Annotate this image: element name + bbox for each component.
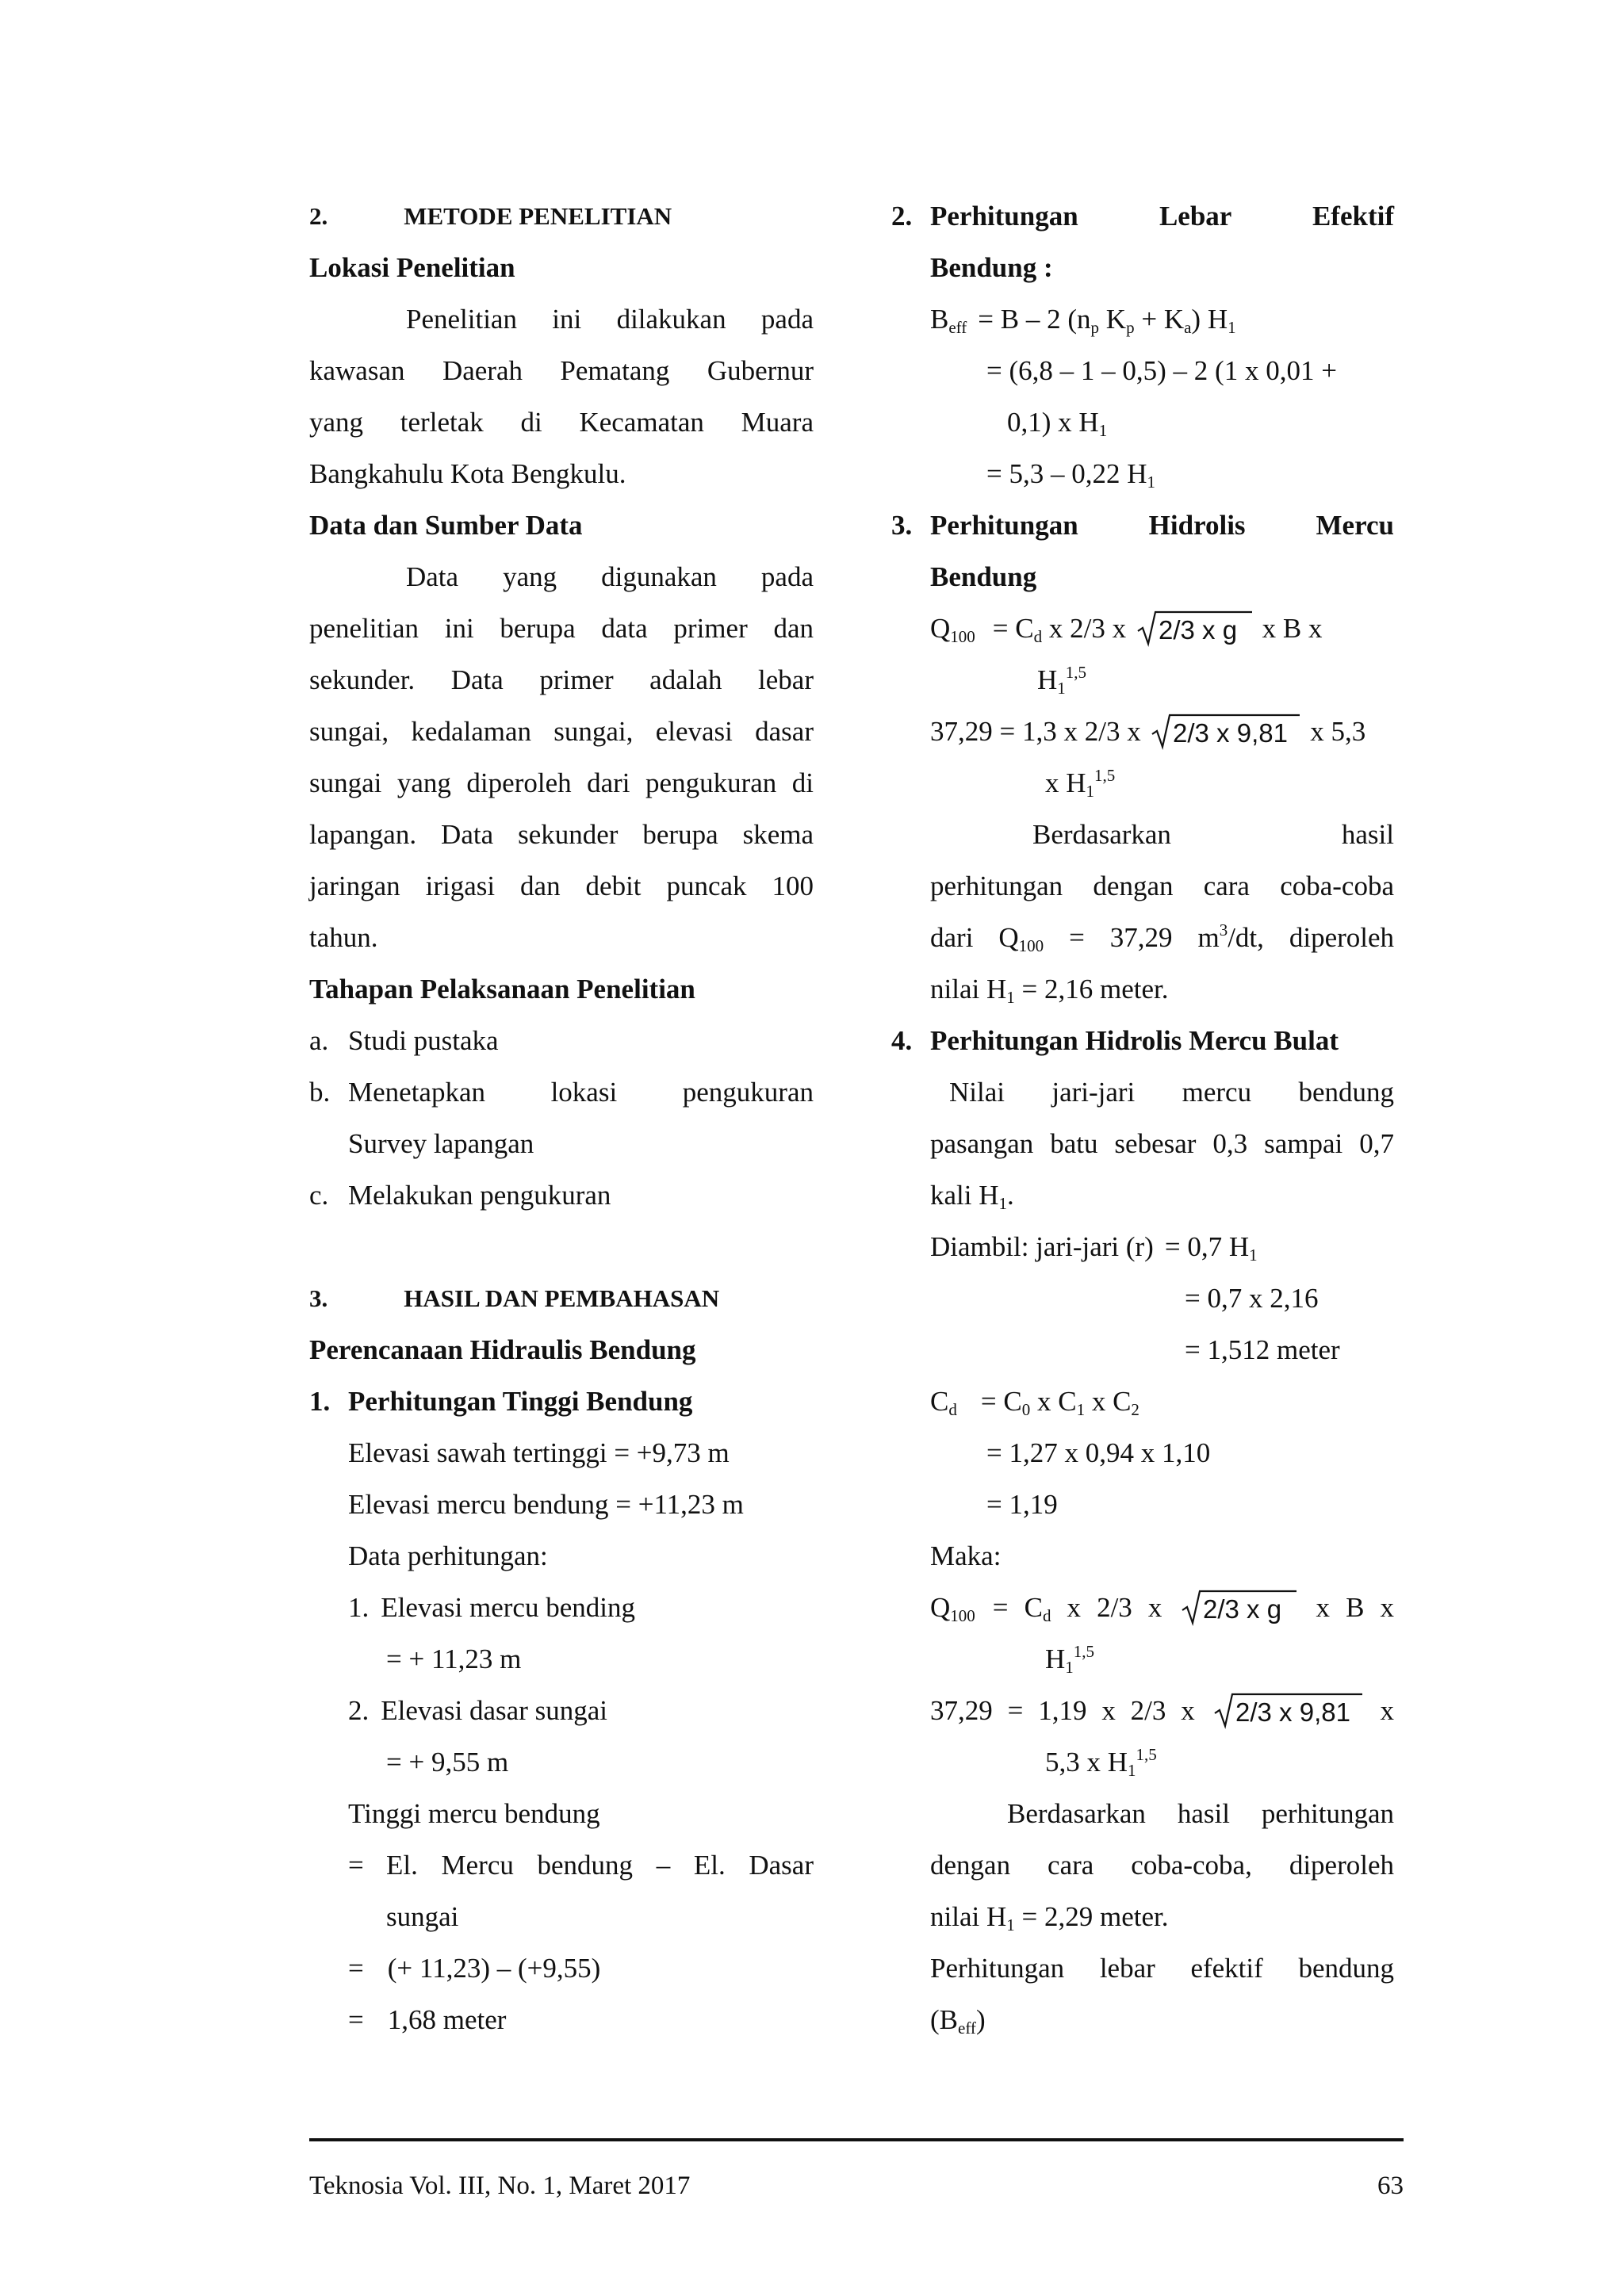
paragraph-line: lapangan. Data sekunder berupa skema — [309, 819, 814, 850]
paragraph-line: Bangkahulu Kota Bengkulu. — [309, 458, 626, 489]
cd-eq-2: = 1,27 x 0,94 x 1,10 — [986, 1437, 1211, 1468]
paragraph-line: Data yang digunakan pada — [406, 561, 814, 592]
paragraph-line: dengan cara coba-coba, diperoleh — [930, 1850, 1394, 1881]
paragraph-line: nilai $H_1 = 2,29$ meter. — [930, 1901, 1169, 1934]
tahapan-heading: Tahapan Pelaksanaan Penelitian — [309, 974, 695, 1004]
subsection-3-heading: 3. Perhitungan Hidrolis Mercu — [891, 510, 1394, 541]
sqrt-formula-2 — [1181, 1588, 1297, 1626]
q-formula-cont: $H_1^{1,5}$ — [1045, 1642, 1095, 1677]
journal-info: Teknosia Vol. III, No. 1, Maret 2017 — [309, 2172, 691, 2200]
list-item: c. Melakukan pengukuran — [309, 1180, 611, 1211]
r-eq-3: = 1,512 meter — [1185, 1334, 1340, 1365]
paragraph-line: $(B_{eff})$ — [930, 2004, 986, 2038]
paragraph-line: Berdasarkan hasil — [1032, 819, 1394, 850]
list-item: a. Studi pustaka — [309, 1025, 499, 1056]
tinggi-eq-3: = 1,68 meter — [348, 2004, 507, 2035]
paragraph-line: kali $H_1$. — [930, 1180, 1014, 1213]
svg-text:2/3 x 9,81: 2/3 x 9,81 — [1173, 718, 1289, 748]
svg-text:2/3 x g: 2/3 x g — [1158, 614, 1237, 645]
elevasi-mercu: Elevasi mercu bendung = +11,23 m — [348, 1489, 744, 1520]
paragraph-line: jaringan irigasi dan debit puncak 100 — [309, 871, 814, 901]
paragraph-line: pasangan batu sebesar 0,3 sampai 0,7 — [930, 1128, 1394, 1159]
paragraph-line: kawasan Daerah Pematang Gubernur — [309, 355, 814, 386]
tinggi-eq-2: = (+ 11,23) – (+9,55) — [348, 1953, 601, 1984]
section-3-heading: 3. HASIL DAN PEMBAHASAN — [309, 1284, 720, 1312]
paragraph-line: yang terletak di Kecamatan Muara — [309, 407, 814, 438]
tinggi-eq-1-cont: sungai — [386, 1901, 459, 1932]
page-number: 63 — [1377, 2172, 1404, 2200]
list-item: b. Menetapkan lokasi pengukuran — [309, 1077, 814, 1108]
paragraph-line: Nilai jari-jari mercu bendung — [949, 1077, 1394, 1108]
sqrt-calc-2 — [1213, 1691, 1362, 1729]
paragraph-line: Perhitungan lebar efektif bendung — [930, 1953, 1394, 1984]
footer-rule — [309, 2138, 1404, 2141]
paragraph-line: perhitungan dengan cara coba-coba — [930, 871, 1394, 901]
subsection-2-heading-cont: Bendung : — [930, 252, 1053, 283]
sub-item-1-value: = + 11,23 m — [386, 1644, 522, 1674]
beff-value-2: = 5,3 – 0,22 $H_1$ — [986, 458, 1156, 492]
paragraph-line: sungai, kedalaman sungai, elevasi dasar — [309, 716, 814, 747]
tinggi-eq-1: = El. Mercu bendung – El. Dasar — [348, 1850, 814, 1881]
sqrt-calc-1 — [1151, 712, 1300, 750]
data-heading: Data dan Sumber Data — [309, 510, 583, 541]
paragraph-line: tahun. — [309, 922, 378, 953]
calc-1-cont: x $H_1^{1,5}$ — [1045, 766, 1116, 801]
sub-item-1: 1. Elevasi mercu bending — [348, 1592, 635, 1623]
beff-value-1-cont: 0,1) x $H_1$ — [1007, 407, 1108, 440]
sqrt-formula — [1136, 609, 1252, 647]
subsection-2-heading: 2. Perhitungan Lebar Efektif — [891, 201, 1394, 232]
r-eq-2: = 0,7 x 2,16 — [1185, 1283, 1319, 1314]
list-item-cont: Survey lapangan — [348, 1128, 534, 1159]
q-formula: $Q_{100} = C_d$ x 2/3 x 2/3 x g x B x — [891, 1582, 1394, 1633]
calc-2: 37,29 = 1,19 x 2/3 x 2/3 x 9,81 x — [891, 1685, 1394, 1736]
subsection-4-heading: 4. Perhitungan Hidrolis Mercu Bulat — [891, 1025, 1339, 1056]
calc-1: 37,29 = 1,3 x 2/3 x 2/3 x 9,81 x 5,3 — [891, 706, 1394, 757]
cd-eq-1: $C_d = C_0$ x $C_1$ x $C_2$ — [930, 1386, 1139, 1419]
q100-formula: $Q_{100} = C_d$ x 2/3 x 2/3 x g x B x — [891, 603, 1394, 654]
calc-2-cont: 5,3 x $H_1^{1,5}$ — [1045, 1745, 1157, 1780]
data-perhitungan: Data perhitungan: — [348, 1540, 548, 1571]
lokasi-heading: Lokasi Penelitian — [309, 252, 515, 283]
svg-text:2/3 x 9,81: 2/3 x 9,81 — [1235, 1697, 1350, 1727]
subsection-1-heading: 1. Perhitungan Tinggi Bendung — [309, 1386, 693, 1417]
left-column — [309, 190, 814, 2045]
subsection-3-heading-cont: Bendung — [930, 561, 1037, 592]
right-column — [891, 190, 1394, 2045]
paragraph-line: sungai yang diperoleh dari pengukuran di — [309, 767, 814, 798]
beff-value-1: = (6,8 – 1 – 0,5) – 2 (1 x 0,01 + — [986, 355, 1337, 386]
cd-eq-3: = 1,19 — [986, 1489, 1058, 1520]
diambil-line: Diambil: jari-jari (r) = 0,7 $H_1$ — [930, 1231, 1258, 1265]
sub-item-2-value: = + 9,55 m — [386, 1747, 509, 1777]
sub-item-2: 2. Elevasi dasar sungai — [348, 1695, 607, 1726]
paragraph-line: penelitian ini berupa data primer dan — [309, 613, 814, 644]
elevasi-sawah: Elevasi sawah tertinggi = +9,73 m — [348, 1437, 730, 1468]
paragraph-line: Penelitian ini dilakukan pada — [406, 304, 814, 335]
perencanaan-heading: Perencanaan Hidraulis Bendung — [309, 1334, 696, 1365]
beff-formula: $B_{eff} = B - 2$ ($n_p$ $K_p + K_a$) $H_1$ — [930, 304, 1236, 337]
paragraph-line: dari $Q_{100} = 37,29$ $m^3/dt$, diperoleh — [930, 920, 1395, 955]
tinggi-label: Tinggi mercu bendung — [348, 1798, 600, 1829]
q100-formula-cont: $H_1^{1,5}$ — [1037, 663, 1087, 698]
paragraph-line: sekunder. Data primer adalah lebar — [309, 664, 814, 695]
svg-text:2/3 x g: 2/3 x g — [1203, 1594, 1282, 1624]
paragraph-line: Berdasarkan hasil perhitungan — [1007, 1798, 1394, 1829]
section-2-heading: 2. METODE PENELITIAN — [309, 202, 672, 230]
page-footer — [309, 2162, 1404, 2210]
paragraph-line: nilai $H_1 = 2,16$ meter. — [930, 974, 1169, 1007]
maka: Maka: — [930, 1540, 1002, 1571]
